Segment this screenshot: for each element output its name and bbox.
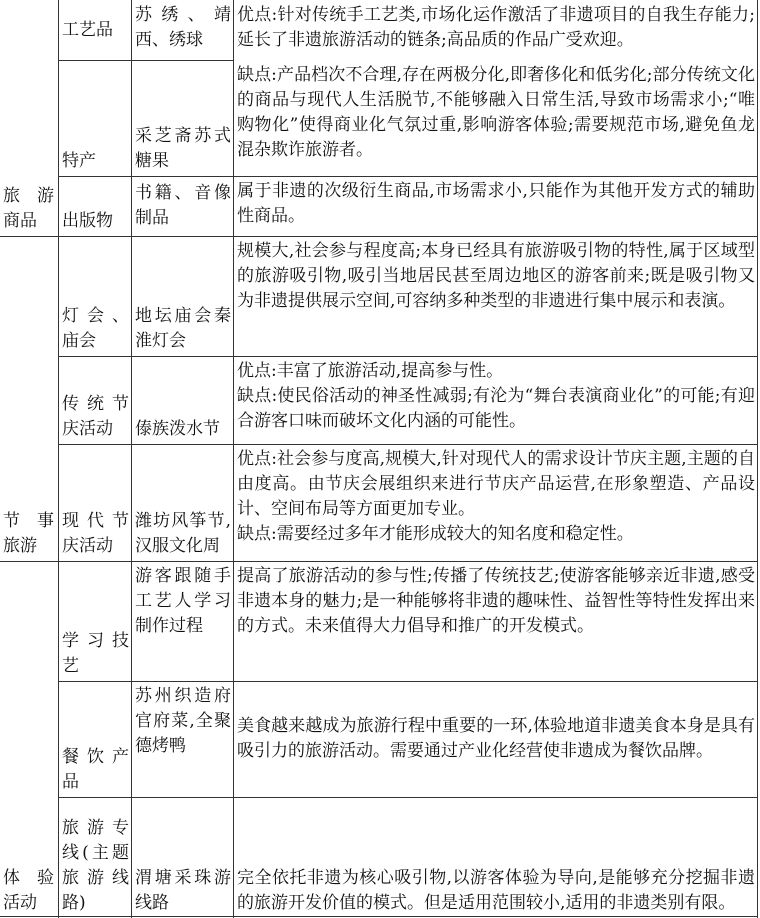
category-cell: 灯会、庙会 — [62, 306, 129, 351]
group-cell-tourism-goods — [0, 0, 59, 236]
grid-line — [58, 797, 758, 798]
grid-line — [58, 356, 758, 357]
category-cell: 传统节庆活动 — [62, 394, 129, 439]
example-cell: 渭塘采珠游线路 — [135, 868, 231, 913]
category-cell: 出版物 — [62, 211, 113, 231]
example-cell: 苏绣、靖西、绣球 — [135, 5, 231, 50]
example-cell: 游客跟随手工艺人学习制作过程 — [135, 566, 231, 636]
grid-line — [757, 0, 758, 918]
category-cell: 学习技艺 — [62, 631, 129, 676]
group-cell-festival-tourism — [0, 236, 59, 561]
grid-line — [58, 0, 59, 918]
example-cell: 苏州织造府官府菜,全聚德烤鸭 — [135, 686, 231, 756]
category-cell: 工艺品 — [62, 19, 113, 40]
assessment-cell: 规模大,社会参与程度高;本身已经具有旅游吸引物的特性,属于区域型的旅游吸引物,吸引当地居民甚至周边地区的游客前来;既是吸引物又为非遗提供展示空间,可容纳多种类型的非遗进行集中展示和表演。 — [237, 241, 755, 311]
category-cell: 旅游专线(主题旅游线路) — [62, 818, 129, 913]
grid-line — [0, 236, 758, 237]
assessment-cell: 属于非遗的次级衍生商品,市场需求小,只能作为其他开发方式的辅助性商品。 — [237, 181, 755, 226]
grid-line — [58, 681, 758, 682]
category-cell: 现代节庆活动 — [62, 511, 129, 556]
assessment-cell: 优点:针对传统手工艺类,市场化运作激活了非遗项目的自我生存能力;延长了非遗旅游活动的链条;高品质的作品广受欢迎。 — [237, 5, 755, 50]
assessment-cell: 提高了旅游活动的参与性;传播了传统技艺;使游客能够亲近非遗,感受非遗本身的魅力;是一种能够将非遗的趣味性、益智性等特性发挥出来的方式。未来值得大力倡导和推广的开发模式。 — [237, 566, 755, 636]
grid-line — [58, 444, 758, 445]
grid-line — [233, 0, 234, 918]
group-label: 体 验 活动 — [3, 868, 54, 913]
group-label: 旅 游 商品 — [3, 186, 54, 231]
example-cell: 傣族泼水节 — [135, 419, 220, 439]
grid-line — [58, 176, 758, 177]
assessment-cell: 完全依托非遗为核心吸引物,以游客体验为导向,是能够充分挖掘非遗的旅游开发价值的模式。但是适用范围较小,适用的非遗类别有限。 — [237, 868, 755, 913]
group-label: 节 事 旅游 — [3, 511, 54, 556]
assessment-cell: 优点:丰富了旅游活动,提高参与性。 缺点:使民俗活动的神圣性减弱;有沦为“舞台表演商业化”的可能;有迎合游客口味而破坏文化内涵的可能性。 — [237, 361, 755, 431]
example-cell: 采芝斋苏式糖果 — [135, 126, 231, 171]
group-cell-experience-activity — [0, 561, 59, 918]
assessment-cell: 缺点:产品档次不合理,存在两极分化,即奢侈化和低劣化;部分传统文化的商品与现代人生活脱节,不能够融入日常生活,导致市场需求小;“唯购物化”使得商业化气氛过重,影响游客体验;需要规范市场,避免鱼龙混杂欺诈旅游者。 — [237, 65, 755, 160]
example-cell: 书籍、音像制品 — [135, 183, 231, 228]
example-cell: 潍坊风筝节,汉服文化周 — [135, 511, 231, 556]
category-cell: 特产 — [62, 151, 96, 171]
assessment-cell: 优点:社会参与度高,规模大,针对现代人的需求设计节庆主题,主题的自由度高。由节庆会展组织来进行节庆产品运营,在形象塑造、产品设计、空间布局等方面更加专业。 缺点:需要经过多年才能形成较大的知名度和稳定性。 — [237, 449, 755, 544]
example-cell: 地坛庙会秦淮灯会 — [135, 306, 231, 351]
assessment-cell: 美食越来越成为旅游行程中重要的一环,体验地道非遗美食本身是具有吸引力的旅游活动。需要通过产业化经营使非遗成为餐饮品牌。 — [237, 716, 755, 761]
grid-line — [58, 60, 233, 61]
grid-line — [131, 0, 132, 918]
grid-line — [0, 561, 758, 562]
grid-line — [0, 916, 758, 917]
category-cell: 餐饮产品 — [62, 747, 129, 792]
